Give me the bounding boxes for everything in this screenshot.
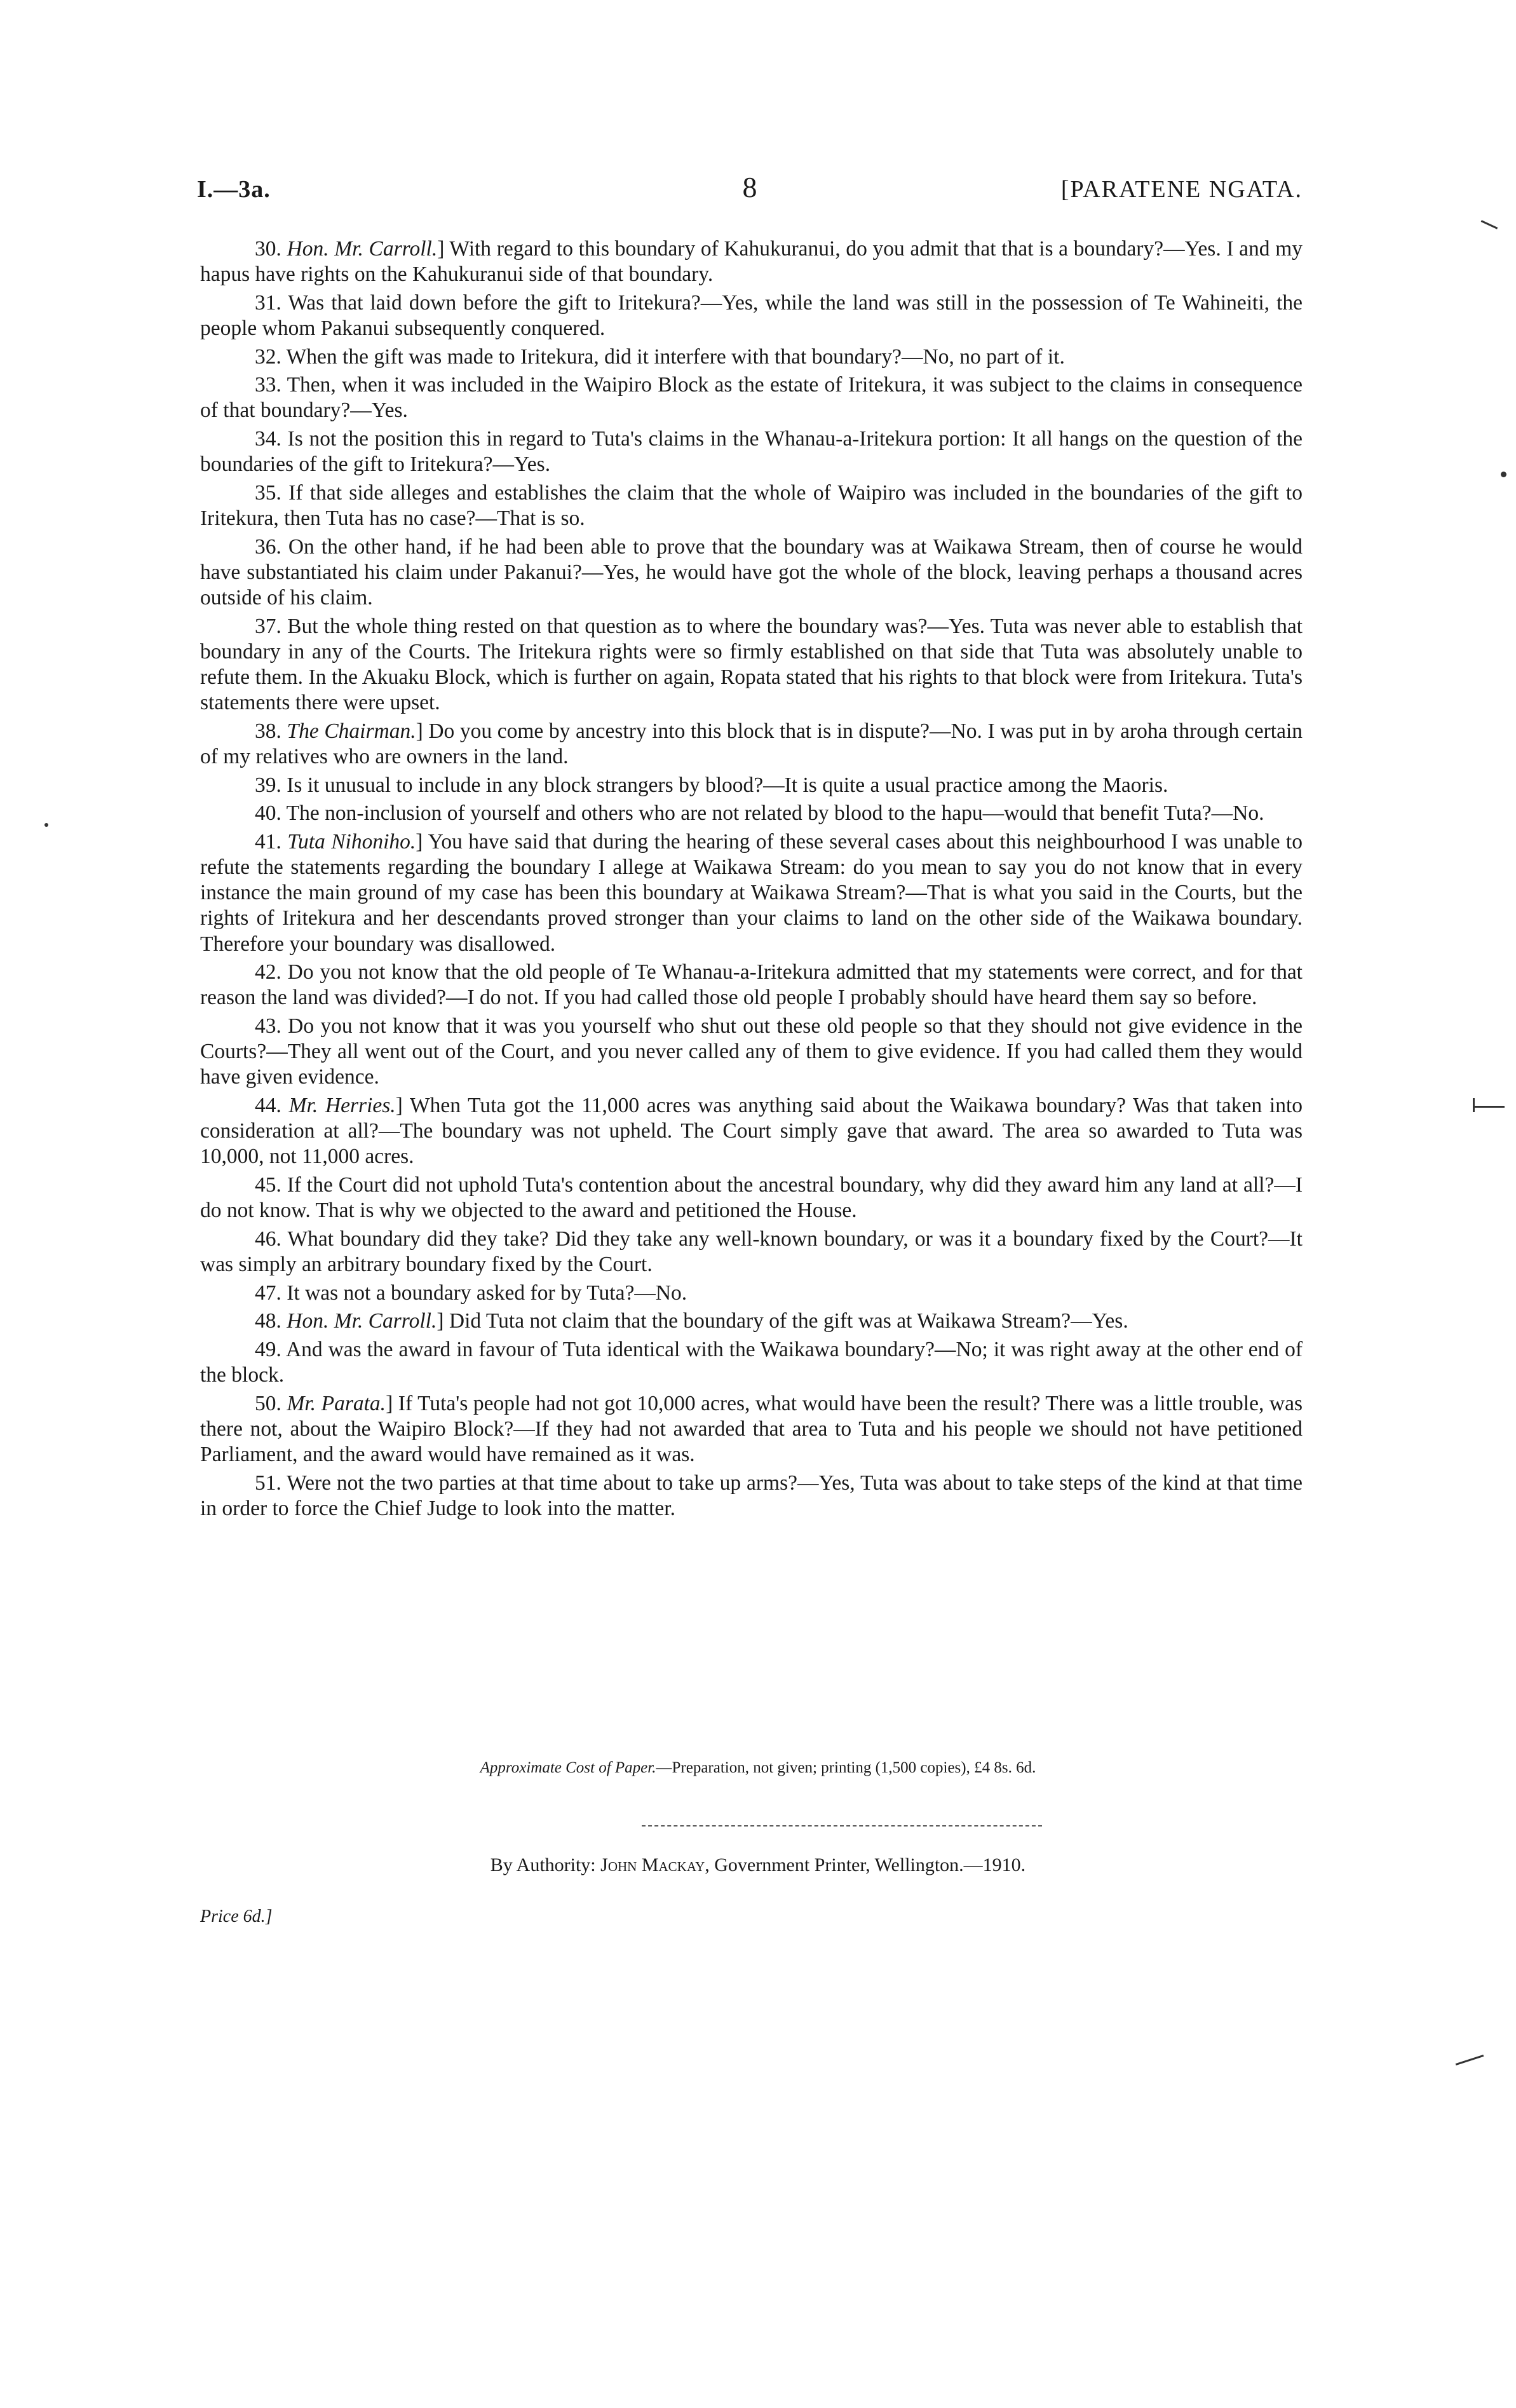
- divider: [642, 1825, 1042, 1826]
- cost-text: —Preparation, not given; printing (1,500 copies), £4 8s. 6d.: [656, 1759, 1036, 1776]
- speaker: Mr. Parata.: [287, 1391, 386, 1415]
- authority-suffix: , Government Printer, Wellington.—1910.: [705, 1854, 1026, 1875]
- question-answer: 47. It was not a boundary asked for by Tuta?—No.: [255, 1281, 687, 1305]
- evidence-body: [200, 236, 1303, 1524]
- question-answer: 33. Then, when it was included in the Waipiro Block as the estate of Iritekura, it was subject to the claims in consequence of that boundary?—Yes.: [200, 373, 1303, 423]
- speaker: Hon. Mr. Carroll.: [287, 1309, 437, 1333]
- cost-footnote: [0, 1759, 1516, 1777]
- scan-mark: [1473, 1098, 1475, 1112]
- question-answer: 34. Is not the position this in regard to Tuta's claims in the Whanau-a-Iritekura portion: It all hangs on the question of the boundaries of the gift to Iritekura?—Yes.: [200, 426, 1303, 477]
- question-answer: 50. Mr. Parata.] If Tuta's people had not got 10,000 acres, what would have been the result? There was a little trouble, was there not, about the Waipiro Block?—If they had not awarded that area to Tuta and his people we should not have petitioned Parliament, and the award would have remained as it was.: [200, 1391, 1303, 1466]
- question-answer: 45. If the Court did not uphold Tuta's contention about the ancestral boundary, why did they award him any land at all?—I do not know. That is why we objected to the award and petitioned the House.: [200, 1173, 1303, 1223]
- question-answer: 32. When the gift was made to Iritekura, did it interfere with that boundary?—No, no part of it.: [255, 344, 1065, 369]
- scan-mark: [44, 823, 48, 827]
- question-answer: 44. Mr. Herries.] When Tuta got the 11,000 acres was anything said about the Waikawa boundary? Was that taken into consideration at all?—The boundary was not upheld. The Court simply gave that award. The area so awarded to Tuta was 10,000, not 11,000 acres.: [200, 1093, 1303, 1169]
- question-answer: 43. Do you not know that it was you yourself who shut out these old people so that they should not give evidence in the Courts?—They all went out of the Court, and you never called any of them to give evidence. If you had called them they would have given evidence.: [200, 1014, 1303, 1089]
- question-answer: 30. Hon. Mr. Carroll.] With regard to this boundary of Kahukuranui, do you admit that that is a boundary?—Yes. I and my hapus have rights on the Kahukuranui side of that boundary.: [200, 237, 1303, 287]
- speaker: The Chairman.: [287, 719, 416, 743]
- page-number: 8: [742, 171, 757, 203]
- question-answer: 36. On the other hand, if he had been able to prove that the boundary was at Waikawa Stream, then of course he would have substantiated his claim under Pakanui?—Yes, he would have got the whole of the block, leaving perhaps a thousand acres outside of his claim.: [200, 534, 1303, 609]
- speaker: Mr. Herries.: [288, 1093, 396, 1117]
- page-header: [197, 170, 1303, 208]
- printer-name: John Mackay: [600, 1854, 705, 1875]
- witness-name: [PARATENE NGATA.: [1060, 176, 1303, 203]
- question-answer: 37. But the whole thing rested on that question as to where the boundary was?—Yes. Tuta was never able to establish that boundary in any of the Courts. The Iritekura rights were so firmly established on that side that Tuta was absolutely unable to refute them. In the Akuaku Block, which is further on again, Ropata stated that his rights to that block were from Iritekura. Tuta's statements there were upset.: [200, 614, 1303, 715]
- question-answer: 48. Hon. Mr. Carroll.] Did Tuta not claim that the boundary of the gift was at Waikawa Stream?—Yes.: [255, 1309, 1128, 1333]
- question-answer: 38. The Chairman.] Do you come by ancestry into this block that is in dispute?—No. I was put in by aroha through certain of my relatives who are owners in the land.: [200, 719, 1303, 768]
- question-answer: 49. And was the award in favour of Tuta identical with the Waikawa boundary?—No; it was right away at the other end of the block.: [200, 1337, 1303, 1387]
- speaker: Tuta Nihoniho.: [287, 829, 416, 854]
- document-reference: I.—3a.: [197, 176, 271, 203]
- cost-label: Approximate Cost of Paper.: [480, 1759, 656, 1776]
- question-answer: 42. Do you not know that the old people of Te Whanau-a-Iritekura admitted that my statements were correct, and for that reason the land was divided?—I do not. If you had called those old people I probably should have heard them say so before.: [200, 960, 1303, 1010]
- question-answer: 39. Is it unusual to include in any block strangers by blood?—It is quite a usual practice among the Maoris.: [255, 773, 1168, 797]
- question-answer: 46. What boundary did they take? Did they take any well-known boundary, or was it a boundary fixed by the Court?—It was simply an arbitrary boundary fixed by the Court.: [200, 1227, 1303, 1276]
- question-answer: 35. If that side alleges and establishes the claim that the whole of Waipiro was included in the boundaries of the gift to Iritekura, then Tuta has no case?—That is so.: [200, 480, 1303, 530]
- question-answer: 51. Were not the two parties at that time about to take up arms?—Yes, Tuta was about to take steps of the kind at that time in order to force the Chief Judge to look into the matter.: [200, 1471, 1303, 1520]
- authority-prefix: By Authority:: [490, 1854, 601, 1875]
- question-answer: 31. Was that laid down before the gift to Iritekura?—Yes, while the land was still in the possession of Te Wahineiti, the people whom Pakanui subsequently conquered.: [200, 290, 1303, 340]
- printer-imprint: [0, 1854, 1516, 1876]
- scan-mark: [1456, 2055, 1484, 2065]
- speaker: Hon. Mr. Carroll.: [287, 237, 438, 261]
- scan-mark: [1473, 1106, 1505, 1108]
- price: Price 6d.]: [200, 1907, 273, 1926]
- question-answer: 40. The non-inclusion of yourself and others who are not related by blood to the hapu—would that benefit Tuta?—No.: [255, 801, 1264, 826]
- scan-mark: [1501, 472, 1506, 477]
- scan-mark: [1481, 220, 1498, 229]
- question-answer: 41. Tuta Nihoniho.] You have said that during the hearing of these several cases about this neighbourhood I was unable to refute the statements regarding the boundary I allege at Waikawa Stream: do you mean to say you do not know that in every instance the main ground of my case has been this boundary at Waikawa Stream?—That is what you said in the Courts, but the rights of Iritekura and her descendants proved stronger than your claims to land on the other side of the Waikawa boundary. Therefore your boundary was disallowed.: [200, 829, 1303, 956]
